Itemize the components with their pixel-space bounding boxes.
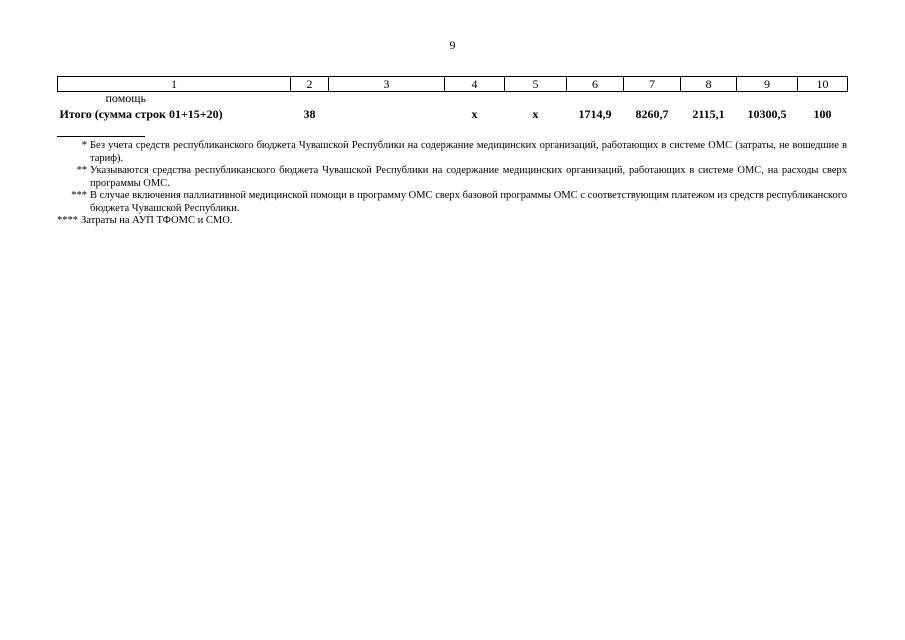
- total-cell: [329, 105, 445, 123]
- total-row: [58, 105, 848, 123]
- total-cell: 100: [813, 107, 832, 121]
- column-number: 1: [58, 77, 291, 92]
- footnote-mark: *: [81, 140, 87, 151]
- footnote: [57, 165, 847, 190]
- column-number-row: [58, 77, 848, 92]
- footnote-mark: ***: [71, 190, 87, 201]
- column-number: 8: [681, 77, 737, 92]
- footnote-mark: **: [76, 165, 87, 176]
- footnote-text: Затраты на АУП ТФОМС и СМО.: [81, 215, 233, 226]
- footnote-text: В случае включения паллиативной медицинской помощи в программу ОМС сверх базовой программы ОМС с соответствующим платежом из средств республиканского бюджета Чувашской Республики.: [90, 190, 847, 214]
- total-cell: 38: [303, 107, 316, 121]
- total-label: Итого (сумма строк 01+15+20): [59, 107, 223, 121]
- total-cell: 8260,7: [635, 107, 669, 121]
- total-cell: 10300,5: [747, 107, 787, 121]
- financing-table: [57, 76, 848, 123]
- footnote-separator: [57, 136, 145, 137]
- footnote: [57, 190, 847, 215]
- footnote-mark: ****: [57, 215, 78, 226]
- total-cell: х: [532, 107, 539, 121]
- total-cell: 2115,1: [692, 107, 725, 121]
- column-number: 7: [624, 77, 681, 92]
- continuation-row: [58, 92, 848, 106]
- column-number: 10: [798, 77, 848, 92]
- total-cell: х: [471, 107, 478, 121]
- column-number: 6: [567, 77, 624, 92]
- column-number: 9: [737, 77, 798, 92]
- footnote-text: Без учета средств республиканского бюджета Чувашской Республики на содержание медицинских организаций, работающих в системе ОМС (затраты, не вошедшие в тариф).: [90, 140, 847, 164]
- page-number: 9: [449, 38, 456, 52]
- continuation-label: помощь: [105, 91, 146, 105]
- footnote: [57, 215, 847, 228]
- footnotes: [57, 140, 847, 228]
- footnote: [57, 140, 847, 165]
- column-number: 3: [329, 77, 445, 92]
- footnote-text: Указываются средства республиканского бюджета Чувашской Республики на содержание медицинских организаций, работающих в системе ОМС, на расходы сверх программы ОМС.: [90, 165, 847, 189]
- column-number: 4: [445, 77, 505, 92]
- column-number: 2: [291, 77, 329, 92]
- total-cell: 1714,9: [578, 107, 612, 121]
- column-number: 5: [505, 77, 567, 92]
